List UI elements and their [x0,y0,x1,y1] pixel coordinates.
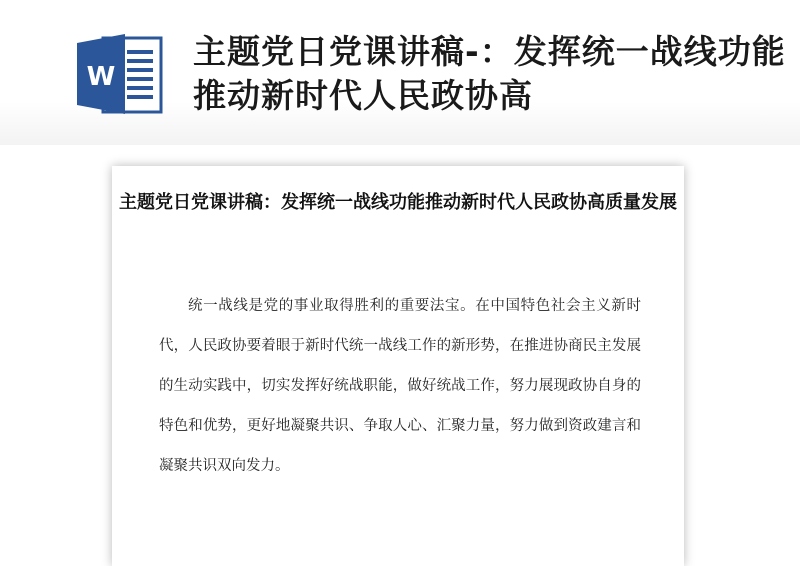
document-title: 主题党日党课讲稿：发挥统一战线功能推动新时代人民政协高质量发展 [119,192,677,213]
header-banner [0,0,800,145]
banner-title: 主题党日党课讲稿-：发挥统一战线功能推动新时代人民政协高 [193,32,786,115]
document-paragraph: 统一战线是党的事业取得胜利的重要法宝。在中国特色社会主义新时代，人民政协要着眼于新时代统一战线工作的新形势，在推进协商民主发展的生动实践中，切实发挥好统战职能，做好统战工作，努力展现政协自身的特色和优势，更好地凝聚共识、争取人心、汇聚力量，努力做到资政建言和凝聚共识双向发力。 [159,298,641,474]
document-page [112,166,684,566]
word-icon [75,30,167,116]
word-icon-letter: W [86,62,116,92]
